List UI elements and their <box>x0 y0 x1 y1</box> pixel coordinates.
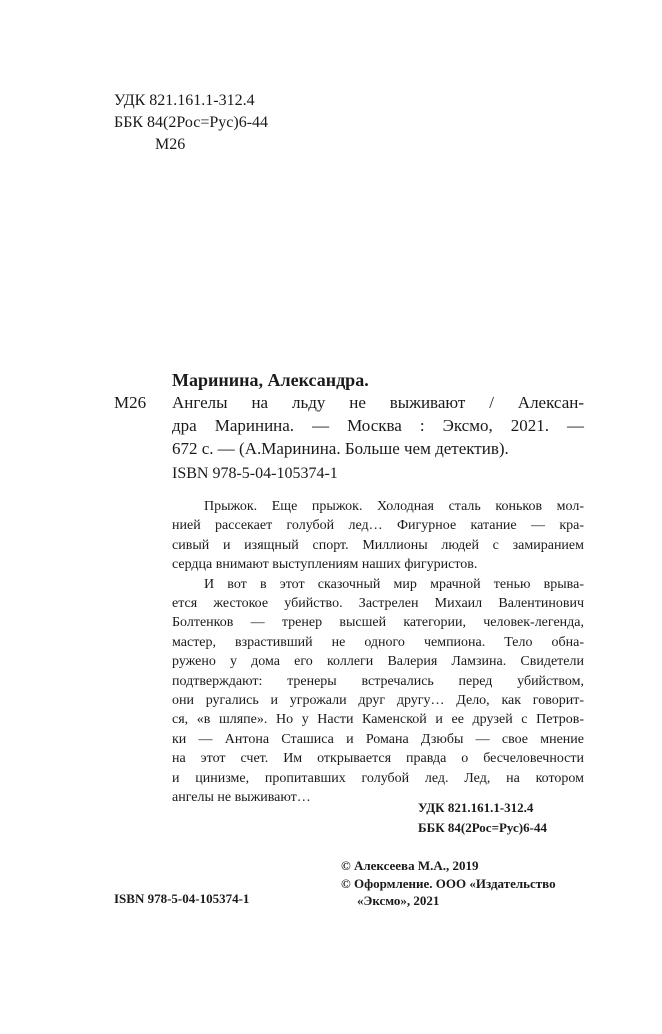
annotation-line: И вот в этот сказочный мир мрачной тенью врыва- <box>204 576 584 592</box>
author-heading: Маринина, Александра. <box>172 370 369 390</box>
annotation-line: нией рассекает голубой лед… Фигурное катание — кра- <box>172 518 584 534</box>
bibliography-line: Ангелы на льду не выживают / Алексан- <box>172 393 584 412</box>
annotation-line: на этот счет. Им открывается правда о бесчеловечности <box>172 751 584 767</box>
annotation-line: мастер, взрастивший не одного чемпиона. Тело обна- <box>172 634 584 650</box>
annotation-line: сивый и изящный спорт. Миллионы людей с замиранием <box>172 537 584 553</box>
annotation-line: сердца внимают выступлениям наших фигуристов. <box>172 557 478 573</box>
udk-code-bottom: УДК 821.161.1-312.4 <box>418 800 534 815</box>
annotation-line: ся, «в шляпе». Но у Насти Каменской и ее друзей с Петров- <box>172 712 584 728</box>
annotation-line: и цинизме, пропитавших голубой лед. Лед, на котором <box>172 770 584 786</box>
bibliography-line: 672 с. — (А.Маринина. Больше чем детектив). <box>172 439 509 458</box>
annotation <box>172 497 584 808</box>
annotation-line: Болтенков — тренер высшей категории, человек-легенда, <box>172 615 584 631</box>
annotation-line: они ругались и угрожали друг другу… Дело, как говорит- <box>172 693 584 709</box>
copyright-block <box>341 857 556 910</box>
isbn: ISBN 978-5-04-105374-1 <box>172 465 338 482</box>
annotation-line: подтверждают: тренеры встречались перед убийством, <box>172 673 584 689</box>
bbk-code-bottom: ББК 84(2Рос=Рус)6-44 <box>418 820 547 835</box>
annotation-line: Прыжок. Еще прыжок. Холодная сталь коньков мол- <box>204 499 584 514</box>
isbn-bottom: ISBN 978-5-04-105374-1 <box>114 891 250 906</box>
bbk-code: ББК 84(2Рос=Рус)6-44 <box>114 114 269 131</box>
call-number: М26 <box>114 393 147 412</box>
header-classification <box>114 90 268 156</box>
annotation-line: ружено у дома его коллеги Валерия Ламзина. Свидетели <box>172 654 584 670</box>
copyright-publisher: «Эксмо», 2021 <box>357 893 440 908</box>
copyright-design: © Оформление. ООО «Издательство <box>341 875 556 891</box>
annotation-line: ется жестокое убийство. Застрелен Михаил Валентинович <box>172 596 584 612</box>
bibliographic-description <box>172 391 584 460</box>
author-sign: М26 <box>155 136 186 153</box>
bibliography-line: дра Маринина. — Москва : Эксмо, 2021. — <box>172 416 584 435</box>
annotation-line: ангелы не выживают… <box>172 790 311 806</box>
copyright-author: © Алексеева М.А., 2019 <box>341 858 479 873</box>
annotation-line: ки — Антона Сташиса и Романа Дзюбы — свое мнение <box>172 731 584 747</box>
bottom-classification <box>418 798 547 838</box>
udk-code: УДК 821.161.1-312.4 <box>114 92 255 109</box>
